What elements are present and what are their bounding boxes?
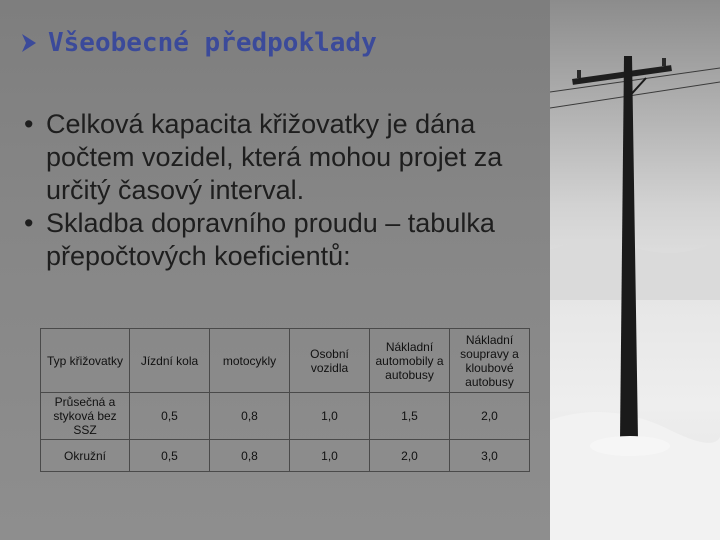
table-cell: 0,5: [130, 393, 210, 440]
bullet-item: [20, 108, 540, 207]
arrow-icon: [20, 32, 38, 54]
column-header-trucks-buses: Nákladní automobily a autobusy: [370, 329, 450, 393]
table-cell: 3,0: [450, 440, 530, 472]
column-header-motorcycles: motocykly: [210, 329, 290, 393]
column-header-cars: Osobní vozidla: [290, 329, 370, 393]
table-cell: 2,0: [450, 393, 530, 440]
coefficient-table: [40, 328, 530, 472]
utility-pole-icon: [550, 0, 720, 540]
table-row: [41, 440, 530, 472]
table-cell: 1,5: [370, 393, 450, 440]
table-cell: 0,5: [130, 440, 210, 472]
table-cell: 0,8: [210, 440, 290, 472]
bullet-list: [20, 108, 540, 273]
table-cell: 1,0: [290, 440, 370, 472]
slide-title-text: Všeobecné předpoklady: [48, 28, 377, 58]
bullet-icon: •: [24, 109, 34, 139]
column-header-type: Typ křižovatky: [41, 329, 130, 393]
table-cell: Okružní: [41, 440, 130, 472]
column-header-bicycles: Jízdní kola: [130, 329, 210, 393]
bullet-icon: •: [24, 208, 34, 238]
bullet-text: Skladba dopravního proudu – tabulka přepočtových koeficientů:: [46, 208, 495, 271]
utility-pole-photo: [550, 0, 720, 540]
slide-title: [20, 28, 377, 58]
table-cell: Průsečná a styková bez SSZ: [41, 393, 130, 440]
table-cell: 1,0: [290, 393, 370, 440]
bullet-item: [20, 207, 540, 273]
table-header-row: [41, 329, 530, 393]
table-cell: 2,0: [370, 440, 450, 472]
table-cell: 0,8: [210, 393, 290, 440]
table-row: [41, 393, 530, 440]
column-header-trailers-articulated: Nákladní soupravy a kloubové autobusy: [450, 329, 530, 393]
bullet-text: Celková kapacita křižovatky je dána počtem vozidel, která mohou projet za určitý časový interval.: [46, 109, 503, 205]
